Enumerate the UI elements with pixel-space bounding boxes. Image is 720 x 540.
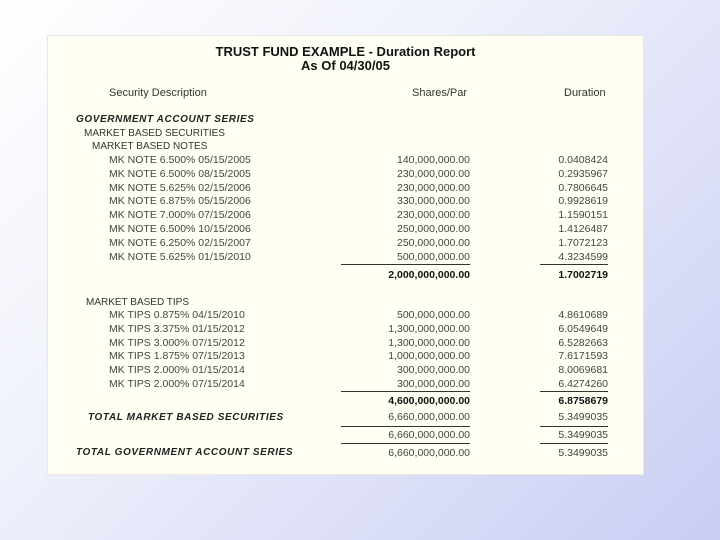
security-description: MK TIPS 2.000% 01/15/2014 — [109, 364, 245, 377]
duration-value: 0.7806645 — [558, 181, 608, 194]
duration-value: 8.0069681 — [558, 364, 608, 377]
series-heading: GOVERNMENT ACCOUNT SERIES — [76, 114, 255, 125]
shares-par-value: 1,300,000,000.00 — [388, 336, 470, 349]
security-description: MK TIPS 3.375% 01/15/2012 — [109, 322, 245, 335]
security-description: MK NOTE 6.875% 05/15/2006 — [109, 195, 251, 208]
security-description: MK NOTE 6.500% 08/15/2005 — [109, 167, 251, 180]
duration-value: 4.3234599 — [558, 250, 608, 263]
security-description: MK TIPS 3.000% 07/15/2012 — [109, 336, 245, 349]
shares-par-value: 1,000,000,000.00 — [388, 350, 470, 363]
duration-value: 1.4126487 — [558, 223, 608, 235]
shares-par-value: 230,000,000.00 — [397, 167, 470, 180]
total-series-par: 6,660,000,000.00 — [388, 447, 470, 459]
duration-value: 6.5282663 — [558, 336, 608, 349]
shares-par-value: 230,000,000.00 — [397, 209, 470, 222]
total-series-duration: 5.3499035 — [558, 447, 608, 459]
duration-value: 1.1590151 — [558, 209, 608, 222]
duration-value: 0.0408424 — [558, 154, 608, 166]
security-description: MK NOTE 5.625% 02/15/2006 — [109, 181, 251, 194]
security-description: MK NOTE 6.500% 05/15/2005 — [109, 154, 251, 166]
subtotal-duration: 5.3499035 — [558, 429, 608, 441]
duration-value: 1.7072123 — [558, 236, 608, 249]
security-description: MK NOTE 6.500% 10/15/2006 — [109, 223, 251, 235]
report-subtitle: As Of 04/30/05 — [301, 58, 390, 73]
duration-report — [48, 36, 643, 474]
shares-par-value: 500,000,000.00 — [397, 309, 470, 321]
security-description: MK NOTE 7.000% 07/15/2006 — [109, 209, 251, 222]
duration-value: 0.2935967 — [558, 167, 608, 180]
shares-par-value: 500,000,000.00 — [397, 250, 470, 263]
security-description: MK NOTE 5.625% 01/15/2010 — [109, 250, 251, 263]
total-series-label: TOTAL GOVERNMENT ACCOUNT SERIES — [76, 447, 294, 458]
notes-total-duration: 1.7002719 — [558, 269, 608, 281]
shares-par-value: 250,000,000.00 — [397, 236, 470, 249]
subtotal-rule-par — [341, 426, 470, 427]
col-header-description: Security Description — [109, 87, 207, 99]
total-market-label: TOTAL MARKET BASED SECURITIES — [88, 412, 284, 423]
duration-value: 0.9928619 — [558, 195, 608, 208]
shares-par-value: 1,300,000,000.00 — [388, 322, 470, 335]
subtotal-rule2-duration — [540, 443, 608, 444]
security-description: MK TIPS 1.875% 07/15/2013 — [109, 350, 245, 363]
duration-value: 6.4274260 — [558, 378, 608, 390]
security-description: MK NOTE 6.250% 02/15/2007 — [109, 236, 251, 249]
security-description: MK TIPS 0.875% 04/15/2010 — [109, 309, 245, 321]
subtotal-rule-duration — [540, 426, 608, 427]
shares-par-value: 300,000,000.00 — [397, 378, 470, 390]
notes-total-par: 2,000,000,000.00 — [388, 269, 470, 281]
duration-value: 7.6171593 — [558, 350, 608, 363]
total-market-duration: 5.3499035 — [558, 411, 608, 423]
tips-rule-duration — [540, 391, 608, 392]
tips-total-par: 4,600,000,000.00 — [388, 395, 470, 407]
report-title: TRUST FUND EXAMPLE - Duration Report — [215, 44, 476, 59]
shares-par-value: 300,000,000.00 — [397, 364, 470, 377]
subtotal-par: 6,660,000,000.00 — [388, 429, 470, 441]
col-header-shares: Shares/Par — [412, 87, 468, 99]
security-description: MK TIPS 2.000% 07/15/2014 — [109, 378, 245, 390]
col-header-duration: Duration — [564, 87, 606, 99]
shares-par-value: 230,000,000.00 — [397, 181, 470, 194]
notes-rule-par — [341, 264, 470, 265]
shares-par-value: 140,000,000.00 — [397, 154, 470, 166]
shares-par-value: 330,000,000.00 — [397, 195, 470, 208]
duration-value: 6.0549649 — [558, 322, 608, 335]
tips-heading: MARKET BASED TIPS — [86, 297, 189, 308]
market-based-heading: MARKET BASED SECURITIES — [84, 128, 225, 139]
duration-value: 4.8610689 — [558, 309, 608, 321]
shares-par-value: 250,000,000.00 — [397, 223, 470, 235]
tips-total-duration: 6.8758679 — [558, 395, 608, 407]
notes-rule-duration — [540, 264, 608, 265]
subtotal-rule2-par — [341, 443, 470, 444]
tips-rule-par — [341, 391, 470, 392]
total-market-par: 6,660,000,000.00 — [388, 411, 470, 423]
notes-heading: MARKET BASED NOTES — [92, 141, 208, 152]
